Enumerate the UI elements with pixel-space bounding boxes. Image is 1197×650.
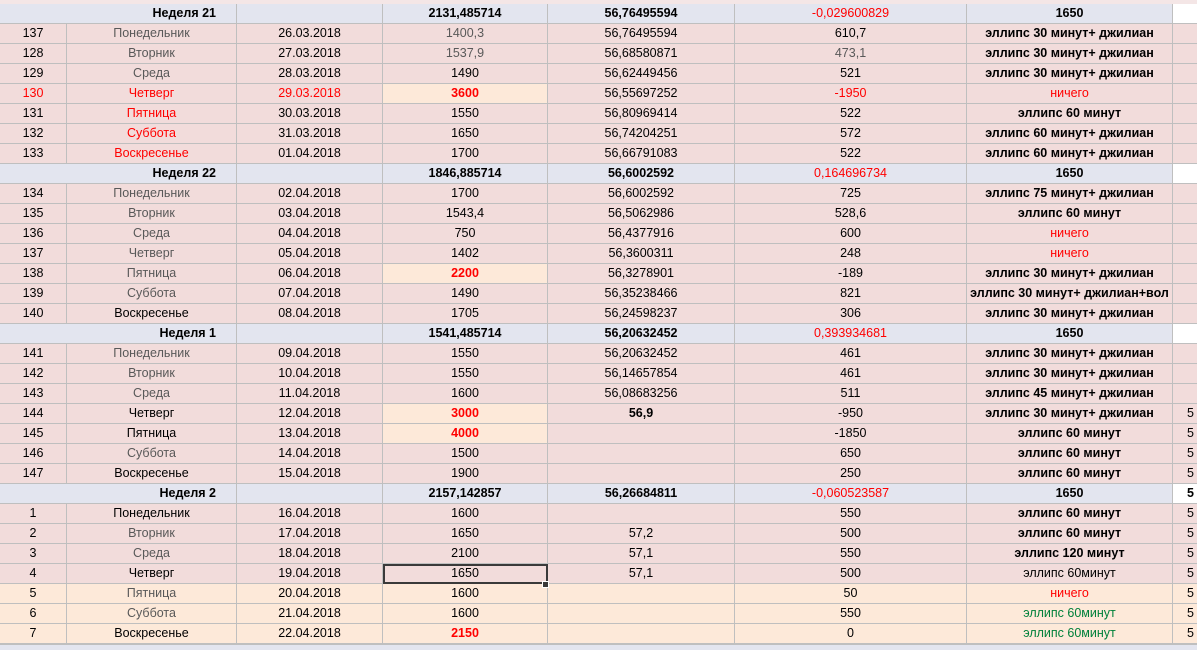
weekday-cell[interactable]: Среда — [67, 64, 237, 84]
day-number-cell[interactable]: 130 — [0, 84, 67, 104]
weekday-cell[interactable]: Пятница — [67, 424, 237, 444]
weight-cell[interactable] — [548, 444, 735, 464]
weight-cell[interactable]: 56,55697252 — [548, 84, 735, 104]
deficit-cell[interactable]: -1950 — [735, 84, 967, 104]
week-diff-cell[interactable]: 0,393934681 — [735, 324, 967, 344]
weight-cell[interactable] — [548, 464, 735, 484]
deficit-cell[interactable]: 511 — [735, 384, 967, 404]
deficit-cell[interactable]: 461 — [735, 344, 967, 364]
weekday-cell[interactable]: Воскресенье — [67, 464, 237, 484]
deficit-cell[interactable]: 461 — [735, 364, 967, 384]
day-row — [0, 284, 1197, 304]
day-row — [0, 604, 1197, 624]
extra-cell[interactable] — [1173, 204, 1197, 224]
day-number-cell[interactable]: 2 — [0, 524, 67, 544]
calories-cell[interactable]: 1550 — [383, 364, 548, 384]
day-row — [0, 124, 1197, 144]
weight-cell[interactable]: 56,08683256 — [548, 384, 735, 404]
extra-cell[interactable]: 5 — [1173, 544, 1197, 564]
weight-cell[interactable] — [548, 504, 735, 524]
activity-cell[interactable]: эллипс 45 минут+ джилиан — [967, 384, 1173, 404]
day-number-cell[interactable]: 132 — [0, 124, 67, 144]
deficit-cell[interactable]: 521 — [735, 64, 967, 84]
day-row — [0, 264, 1197, 284]
day-row — [0, 304, 1197, 324]
date-cell[interactable]: 03.04.2018 — [237, 204, 383, 224]
activity-cell[interactable]: эллипс 60минут — [967, 624, 1173, 644]
deficit-cell[interactable]: 550 — [735, 604, 967, 624]
weight-cell[interactable] — [548, 424, 735, 444]
activity-cell[interactable]: эллипс 60 минут — [967, 424, 1173, 444]
activity-cell[interactable]: эллипс 30 минут+ джилиан — [967, 304, 1173, 324]
weekday-cell[interactable]: Четверг — [67, 244, 237, 264]
day-row — [0, 424, 1197, 444]
deficit-cell[interactable]: 250 — [735, 464, 967, 484]
day-number-cell[interactable]: 5 — [0, 584, 67, 604]
weekday-cell[interactable]: Пятница — [67, 104, 237, 124]
extra-cell[interactable]: 5 — [1173, 604, 1197, 624]
activity-cell[interactable]: эллипс 30 минут+ джилиан — [967, 24, 1173, 44]
weight-cell[interactable]: 57,1 — [548, 564, 735, 584]
week-empty-cell[interactable] — [237, 324, 383, 344]
day-number-cell[interactable]: 139 — [0, 284, 67, 304]
extra-cell[interactable]: 5 — [1173, 444, 1197, 464]
day-row — [0, 584, 1197, 604]
day-number-cell[interactable]: 143 — [0, 384, 67, 404]
activity-cell[interactable]: эллипс 60 минут+ джилиан — [967, 124, 1173, 144]
weight-cell[interactable]: 56,3600311 — [548, 244, 735, 264]
day-row — [0, 524, 1197, 544]
calories-cell[interactable]: 1490 — [383, 64, 548, 84]
extra-cell[interactable] — [1173, 24, 1197, 44]
calories-cell[interactable]: 1543,4 — [383, 204, 548, 224]
calories-cell[interactable]: 1650 — [383, 124, 548, 144]
weight-cell[interactable]: 56,68580871 — [548, 44, 735, 64]
date-cell[interactable]: 21.04.2018 — [237, 604, 383, 624]
day-row — [0, 84, 1197, 104]
day-row — [0, 564, 1197, 584]
weight-cell[interactable]: 56,74204251 — [548, 124, 735, 144]
day-number-cell[interactable]: 140 — [0, 304, 67, 324]
weight-cell[interactable]: 57,1 — [548, 544, 735, 564]
extra-cell[interactable] — [1173, 284, 1197, 304]
activity-cell[interactable]: эллипс 120 минут — [967, 544, 1173, 564]
weight-cell[interactable]: 57,2 — [548, 524, 735, 544]
partial-row-bottom — [0, 644, 1197, 650]
day-row — [0, 384, 1197, 404]
calories-cell[interactable]: 1490 — [383, 284, 548, 304]
date-cell[interactable]: 06.04.2018 — [237, 264, 383, 284]
deficit-cell[interactable]: 306 — [735, 304, 967, 324]
week-label-cell[interactable]: Неделя 22 — [0, 164, 237, 184]
weekday-cell[interactable]: Понедельник — [67, 24, 237, 44]
date-cell[interactable]: 07.04.2018 — [237, 284, 383, 304]
deficit-cell[interactable]: 650 — [735, 444, 967, 464]
calories-cell[interactable]: 4000 — [383, 424, 548, 444]
calories-cell[interactable]: 3600 — [383, 84, 548, 104]
week-average-cell[interactable]: 1541,485714 — [383, 324, 548, 344]
date-cell[interactable]: 09.04.2018 — [237, 344, 383, 364]
day-number-cell[interactable]: 133 — [0, 144, 67, 164]
activity-cell[interactable]: эллипс 30 минут+ джилиан — [967, 264, 1173, 284]
week-diff-cell[interactable]: -0,060523587 — [735, 484, 967, 504]
activity-cell[interactable]: эллипс 60 минут — [967, 504, 1173, 524]
day-row — [0, 544, 1197, 564]
day-row — [0, 64, 1197, 84]
deficit-cell[interactable]: 500 — [735, 524, 967, 544]
date-cell[interactable]: 28.03.2018 — [237, 64, 383, 84]
day-number-cell[interactable]: 142 — [0, 364, 67, 384]
extra-cell[interactable]: 5 — [1173, 424, 1197, 444]
week-target-cell[interactable]: 1650 — [967, 324, 1173, 344]
extra-cell[interactable] — [1173, 244, 1197, 264]
deficit-cell[interactable]: 50 — [735, 584, 967, 604]
date-cell[interactable]: 02.04.2018 — [237, 184, 383, 204]
deficit-cell[interactable]: 473,1 — [735, 44, 967, 64]
week-extra-cell[interactable] — [1173, 164, 1197, 184]
date-cell[interactable]: 17.04.2018 — [237, 524, 383, 544]
day-row — [0, 504, 1197, 524]
date-cell[interactable]: 19.04.2018 — [237, 564, 383, 584]
extra-cell[interactable] — [1173, 304, 1197, 324]
activity-cell[interactable]: ничего — [967, 224, 1173, 244]
day-row — [0, 204, 1197, 224]
day-row — [0, 44, 1197, 64]
calories-cell[interactable]: 1600 — [383, 604, 548, 624]
weight-cell[interactable]: 56,3278901 — [548, 264, 735, 284]
day-number-cell[interactable]: 138 — [0, 264, 67, 284]
weekday-cell[interactable]: Вторник — [67, 204, 237, 224]
date-cell[interactable]: 31.03.2018 — [237, 124, 383, 144]
extra-cell[interactable] — [1173, 84, 1197, 104]
week-weight-cell[interactable]: 56,26684811 — [548, 484, 735, 504]
deficit-cell[interactable]: 500 — [735, 564, 967, 584]
day-number-cell[interactable]: 128 — [0, 44, 67, 64]
calories-cell[interactable]: 1537,9 — [383, 44, 548, 64]
day-number-cell[interactable]: 3 — [0, 544, 67, 564]
day-number-cell[interactable]: 136 — [0, 224, 67, 244]
date-cell[interactable]: 05.04.2018 — [237, 244, 383, 264]
calories-cell[interactable]: 1700 — [383, 184, 548, 204]
calories-cell[interactable]: 1600 — [383, 584, 548, 604]
weight-cell[interactable]: 56,76495594 — [548, 24, 735, 44]
week-target-cell[interactable]: 1650 — [967, 4, 1173, 24]
calories-cell[interactable]: 2100 — [383, 544, 548, 564]
weekday-cell[interactable]: Понедельник — [67, 504, 237, 524]
deficit-cell[interactable]: 821 — [735, 284, 967, 304]
weekday-cell[interactable]: Воскресенье — [67, 624, 237, 644]
week-label-cell[interactable]: Неделя 21 — [0, 4, 237, 24]
weight-cell[interactable] — [548, 604, 735, 624]
weight-cell[interactable]: 56,14657854 — [548, 364, 735, 384]
day-number-cell[interactable]: 141 — [0, 344, 67, 364]
deficit-cell[interactable]: 600 — [735, 224, 967, 244]
activity-cell[interactable]: эллипс 30 минут+ джилиан — [967, 64, 1173, 84]
extra-cell[interactable] — [1173, 144, 1197, 164]
day-row — [0, 224, 1197, 244]
date-cell[interactable]: 30.03.2018 — [237, 104, 383, 124]
week-summary-row — [0, 324, 1197, 344]
weekday-cell[interactable]: Воскресенье — [67, 304, 237, 324]
deficit-cell[interactable]: 550 — [735, 544, 967, 564]
day-row — [0, 24, 1197, 44]
weekday-cell[interactable]: Суббота — [67, 284, 237, 304]
activity-cell[interactable]: эллипс 60минут — [967, 604, 1173, 624]
date-cell[interactable]: 11.04.2018 — [237, 384, 383, 404]
activity-cell[interactable]: эллипс 30 минут+ джилиан+вол — [967, 284, 1173, 304]
week-weight-cell[interactable]: 56,76495594 — [548, 4, 735, 24]
day-number-cell[interactable]: 129 — [0, 64, 67, 84]
calories-cell[interactable]: 1650 — [383, 524, 548, 544]
date-cell[interactable]: 14.04.2018 — [237, 444, 383, 464]
deficit-cell[interactable]: 522 — [735, 104, 967, 124]
weight-cell[interactable]: 56,80969414 — [548, 104, 735, 124]
day-number-cell[interactable]: 131 — [0, 104, 67, 124]
deficit-cell[interactable]: 528,6 — [735, 204, 967, 224]
weekday-cell[interactable]: Понедельник — [67, 184, 237, 204]
extra-cell[interactable] — [1173, 364, 1197, 384]
week-empty-cell[interactable] — [237, 164, 383, 184]
activity-cell[interactable]: ничего — [967, 84, 1173, 104]
day-row — [0, 404, 1197, 424]
week-extra-cell[interactable]: 5 — [1173, 484, 1197, 504]
calories-cell[interactable]: 1650 — [383, 564, 548, 584]
fill-handle[interactable] — [542, 581, 549, 588]
day-number-cell[interactable]: 7 — [0, 624, 67, 644]
extra-cell[interactable] — [1173, 104, 1197, 124]
week-diff-cell[interactable]: 0,164696734 — [735, 164, 967, 184]
weekday-cell[interactable]: Вторник — [67, 524, 237, 544]
week-extra-cell[interactable] — [1173, 324, 1197, 344]
activity-cell[interactable]: эллипс 30 минут+ джилиан — [967, 404, 1173, 424]
calories-cell[interactable]: 1900 — [383, 464, 548, 484]
calories-cell[interactable]: 750 — [383, 224, 548, 244]
calories-cell[interactable]: 1550 — [383, 104, 548, 124]
activity-cell[interactable]: эллипс 60 минут — [967, 524, 1173, 544]
week-target-cell[interactable]: 1650 — [967, 484, 1173, 504]
date-cell[interactable]: 18.04.2018 — [237, 544, 383, 564]
extra-cell[interactable]: 5 — [1173, 464, 1197, 484]
day-row — [0, 144, 1197, 164]
activity-cell[interactable]: эллипс 60 минут — [967, 204, 1173, 224]
day-number-cell[interactable]: 145 — [0, 424, 67, 444]
week-label-cell[interactable]: Неделя 1 — [0, 324, 237, 344]
day-row — [0, 104, 1197, 124]
deficit-cell[interactable]: 248 — [735, 244, 967, 264]
weekday-cell[interactable]: Пятница — [67, 584, 237, 604]
extra-cell[interactable]: 5 — [1173, 624, 1197, 644]
week-average-cell[interactable]: 2157,142857 — [383, 484, 548, 504]
activity-cell[interactable]: эллипс 30 минут+ джилиан — [967, 44, 1173, 64]
date-cell[interactable]: 12.04.2018 — [237, 404, 383, 424]
calories-cell[interactable]: 1550 — [383, 344, 548, 364]
extra-cell[interactable] — [1173, 124, 1197, 144]
day-number-cell[interactable]: 6 — [0, 604, 67, 624]
activity-cell[interactable]: эллипс 30 минут+ джилиан — [967, 344, 1173, 364]
day-row — [0, 464, 1197, 484]
deficit-cell[interactable]: 572 — [735, 124, 967, 144]
weekday-cell[interactable]: Среда — [67, 224, 237, 244]
deficit-cell[interactable]: 550 — [735, 504, 967, 524]
week-summary-row — [0, 4, 1197, 24]
day-row — [0, 624, 1197, 644]
activity-cell[interactable]: эллипс 30 минут+ джилиан — [967, 364, 1173, 384]
weekday-cell[interactable]: Четверг — [67, 404, 237, 424]
calories-cell[interactable]: 2150 — [383, 624, 548, 644]
activity-cell[interactable]: эллипс 60 минут+ джилиан — [967, 144, 1173, 164]
week-target-cell[interactable]: 1650 — [967, 164, 1173, 184]
calories-cell[interactable]: 1402 — [383, 244, 548, 264]
day-number-cell[interactable]: 135 — [0, 204, 67, 224]
date-cell[interactable]: 29.03.2018 — [237, 84, 383, 104]
day-number-cell[interactable]: 4 — [0, 564, 67, 584]
week-label-cell[interactable]: Неделя 2 — [0, 484, 237, 504]
weight-cell[interactable]: 56,66791083 — [548, 144, 735, 164]
weekday-cell[interactable]: Суббота — [67, 124, 237, 144]
extra-cell[interactable] — [1173, 264, 1197, 284]
weekday-cell[interactable]: Суббота — [67, 444, 237, 464]
extra-cell[interactable] — [1173, 64, 1197, 84]
extra-cell[interactable]: 5 — [1173, 524, 1197, 544]
date-cell[interactable]: 27.03.2018 — [237, 44, 383, 64]
weekday-cell[interactable]: Пятница — [67, 264, 237, 284]
deficit-cell[interactable]: 725 — [735, 184, 967, 204]
day-row — [0, 364, 1197, 384]
weekday-cell[interactable]: Вторник — [67, 44, 237, 64]
day-row — [0, 184, 1197, 204]
weekday-cell[interactable]: Четверг — [67, 564, 237, 584]
calories-cell[interactable]: 1700 — [383, 144, 548, 164]
deficit-cell[interactable]: 610,7 — [735, 24, 967, 44]
date-cell[interactable]: 26.03.2018 — [237, 24, 383, 44]
day-number-cell[interactable]: 144 — [0, 404, 67, 424]
extra-cell[interactable] — [1173, 344, 1197, 364]
weekday-cell[interactable]: Среда — [67, 384, 237, 404]
extra-cell[interactable] — [1173, 44, 1197, 64]
extra-cell[interactable]: 5 — [1173, 504, 1197, 524]
activity-cell[interactable]: эллипс 60минут — [967, 564, 1173, 584]
day-row — [0, 244, 1197, 264]
activity-cell[interactable]: эллипс 75 минут+ джилиан — [967, 184, 1173, 204]
week-average-cell[interactable]: 1846,885714 — [383, 164, 548, 184]
deficit-cell[interactable]: 0 — [735, 624, 967, 644]
calories-cell[interactable]: 1400,3 — [383, 24, 548, 44]
extra-cell[interactable] — [1173, 184, 1197, 204]
weekday-cell[interactable]: Четверг — [67, 84, 237, 104]
date-cell[interactable]: 16.04.2018 — [237, 504, 383, 524]
day-row — [0, 344, 1197, 364]
extra-cell[interactable]: 5 — [1173, 564, 1197, 584]
day-number-cell[interactable]: 147 — [0, 464, 67, 484]
weekday-cell[interactable]: Суббота — [67, 604, 237, 624]
activity-cell[interactable]: ничего — [967, 584, 1173, 604]
activity-cell[interactable]: эллипс 60 минут — [967, 104, 1173, 124]
week-average-cell[interactable]: 2131,485714 — [383, 4, 548, 24]
activity-cell[interactable]: эллипс 60 минут — [967, 464, 1173, 484]
deficit-cell[interactable]: -1850 — [735, 424, 967, 444]
deficit-cell[interactable]: -189 — [735, 264, 967, 284]
weight-cell[interactable]: 56,4377916 — [548, 224, 735, 244]
deficit-cell[interactable]: -950 — [735, 404, 967, 424]
calories-cell[interactable]: 1500 — [383, 444, 548, 464]
weight-cell[interactable] — [548, 584, 735, 604]
calories-cell[interactable]: 1600 — [383, 504, 548, 524]
calories-cell[interactable]: 2200 — [383, 264, 548, 284]
calories-cell[interactable]: 1600 — [383, 384, 548, 404]
weight-cell[interactable]: 56,6002592 — [548, 184, 735, 204]
week-empty-cell[interactable] — [237, 484, 383, 504]
date-cell[interactable]: 01.04.2018 — [237, 144, 383, 164]
week-summary-row — [0, 164, 1197, 184]
day-number-cell[interactable]: 146 — [0, 444, 67, 464]
week-weight-cell[interactable]: 56,20632452 — [548, 324, 735, 344]
date-cell[interactable]: 04.04.2018 — [237, 224, 383, 244]
weight-cell[interactable]: 56,35238466 — [548, 284, 735, 304]
weekday-cell[interactable]: Воскресенье — [67, 144, 237, 164]
weight-cell[interactable]: 56,9 — [548, 404, 735, 424]
day-number-cell[interactable]: 1 — [0, 504, 67, 524]
weight-cell[interactable]: 56,5062986 — [548, 204, 735, 224]
activity-cell[interactable]: эллипс 60 минут — [967, 444, 1173, 464]
weight-cell[interactable] — [548, 624, 735, 644]
deficit-cell[interactable]: 522 — [735, 144, 967, 164]
extra-cell[interactable]: 5 — [1173, 404, 1197, 424]
activity-cell[interactable]: ничего — [967, 244, 1173, 264]
extra-cell[interactable] — [1173, 384, 1197, 404]
calories-cell[interactable]: 3000 — [383, 404, 548, 424]
weekday-cell[interactable]: Среда — [67, 544, 237, 564]
extra-cell[interactable]: 5 — [1173, 584, 1197, 604]
date-cell[interactable]: 08.04.2018 — [237, 304, 383, 324]
day-number-cell[interactable]: 134 — [0, 184, 67, 204]
weekday-cell[interactable]: Вторник — [67, 364, 237, 384]
calories-cell[interactable]: 1705 — [383, 304, 548, 324]
date-cell[interactable]: 15.04.2018 — [237, 464, 383, 484]
date-cell[interactable]: 20.04.2018 — [237, 584, 383, 604]
date-cell[interactable]: 10.04.2018 — [237, 364, 383, 384]
weekday-cell[interactable]: Понедельник — [67, 344, 237, 364]
extra-cell[interactable] — [1173, 224, 1197, 244]
week-empty-cell[interactable] — [237, 4, 383, 24]
day-number-cell[interactable]: 137 — [0, 244, 67, 264]
day-row — [0, 444, 1197, 464]
day-number-cell[interactable]: 137 — [0, 24, 67, 44]
week-diff-cell[interactable]: -0,029600829 — [735, 4, 967, 24]
date-cell[interactable]: 22.04.2018 — [237, 624, 383, 644]
week-summary-row — [0, 484, 1197, 504]
week-extra-cell[interactable] — [1173, 4, 1197, 24]
weight-cell[interactable]: 56,62449456 — [548, 64, 735, 84]
weight-cell[interactable]: 56,24598237 — [548, 304, 735, 324]
weight-cell[interactable]: 56,20632452 — [548, 344, 735, 364]
week-weight-cell[interactable]: 56,6002592 — [548, 164, 735, 184]
date-cell[interactable]: 13.04.2018 — [237, 424, 383, 444]
